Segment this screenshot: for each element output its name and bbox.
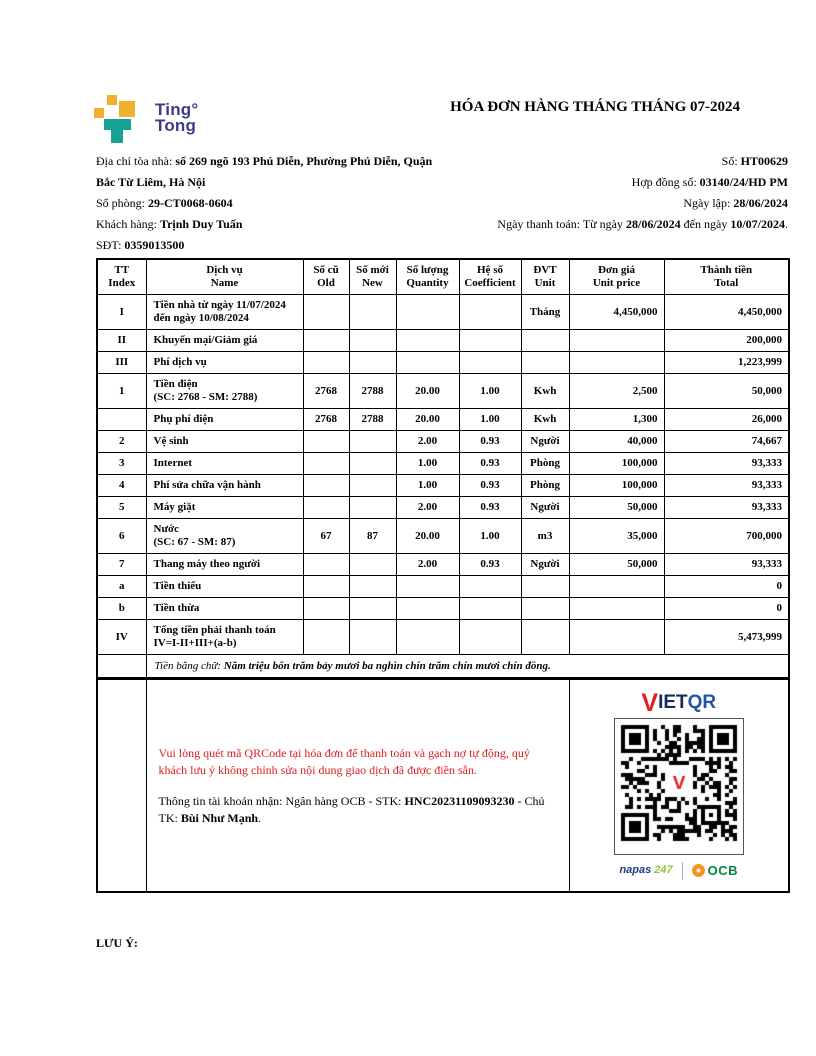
- table-cell: 4: [97, 475, 146, 497]
- table-cell: 4,450,000: [664, 295, 789, 330]
- column-header-6: ĐVT Unit: [521, 259, 569, 295]
- table-cell: 40,000: [569, 431, 664, 453]
- amount-in-words-row: [97, 655, 789, 679]
- building-address-line2: Bắc Từ Liêm, Hà Nội: [96, 175, 206, 189]
- table-cell: 100,000: [569, 453, 664, 475]
- payment-period: Ngày thanh toán: Từ ngày 28/06/2024 đến ngày 10/07/2024.: [497, 217, 788, 231]
- customer-name: Khách hàng: Trịnh Duy Tuấn: [96, 217, 243, 231]
- table-cell: [459, 352, 521, 374]
- phone-number: SĐT: 0359013500: [96, 238, 185, 252]
- table-cell: [521, 330, 569, 352]
- column-header-8: Thành tiền Total: [664, 259, 789, 295]
- table-cell: 0.93: [459, 497, 521, 519]
- table-cell: [349, 330, 396, 352]
- table-cell: [349, 475, 396, 497]
- table-cell: [349, 497, 396, 519]
- table-cell: 4,450,000: [569, 295, 664, 330]
- payment-instructions: [146, 679, 569, 893]
- table-cell: 67: [303, 519, 349, 554]
- service-name-cell: Nước (SC: 67 - SM: 87): [146, 519, 303, 554]
- table-cell: [569, 330, 664, 352]
- table-cell: 2,500: [569, 374, 664, 409]
- table-cell: [569, 620, 664, 655]
- table-cell: 1.00: [459, 409, 521, 431]
- table-cell: [97, 409, 146, 431]
- info-line-phone: [96, 235, 788, 256]
- service-name-cell: Tiền nhà từ ngày 11/07/2024 đến ngày 10/08/2024: [146, 295, 303, 330]
- column-header-5: Hệ số Coefficient: [459, 259, 521, 295]
- table-row: [97, 519, 789, 554]
- table-cell: [396, 576, 459, 598]
- table-cell: 2.00: [396, 431, 459, 453]
- table-cell: 93,333: [664, 554, 789, 576]
- table-row: [97, 352, 789, 374]
- service-name-cell: Tổng tiền phải thanh toán IV=I-II+III+(a-b): [146, 620, 303, 655]
- table-cell: 5: [97, 497, 146, 519]
- table-cell: [349, 352, 396, 374]
- logo-line2: Tong: [155, 116, 197, 135]
- table-cell: 20.00: [396, 519, 459, 554]
- table-cell: 100,000: [569, 475, 664, 497]
- table-cell: Kwh: [521, 409, 569, 431]
- table-cell: 700,000: [664, 519, 789, 554]
- building-address: Địa chỉ tòa nhà: số 269 ngõ 193 Phú Diễn, Phường Phú Diễn, Quận: [96, 154, 433, 168]
- table-cell: 93,333: [664, 453, 789, 475]
- room-number: Số phòng: 29-CT0068-0604: [96, 196, 233, 210]
- table-cell: [349, 431, 396, 453]
- table-cell: [569, 576, 664, 598]
- service-name-cell: Vệ sinh: [146, 431, 303, 453]
- invoice-table: [96, 258, 790, 893]
- table-cell: Phòng: [521, 453, 569, 475]
- table-cell: 2.00: [396, 497, 459, 519]
- table-cell: [97, 655, 146, 679]
- table-cell: [569, 352, 664, 374]
- table-cell: 26,000: [664, 409, 789, 431]
- table-cell: [396, 295, 459, 330]
- table-cell: Kwh: [521, 374, 569, 409]
- service-name-cell: Phụ phí điện: [146, 409, 303, 431]
- table-cell: Người: [521, 431, 569, 453]
- invoice-title: HÓA ĐƠN HÀNG THÁNG THÁNG 07-2024: [450, 99, 740, 115]
- table-cell: 0: [664, 576, 789, 598]
- logo-line1: Ting°: [155, 100, 199, 119]
- amount-in-words: Tiền bằng chữ: Năm triệu bốn trăm bảy mươi ba nghìn chín trăm chín mươi chín đồng.: [146, 655, 789, 679]
- service-name-cell: Phí sửa chữa vận hành: [146, 475, 303, 497]
- service-name-cell: Phí dịch vụ: [146, 352, 303, 374]
- column-header-1: Dịch vụ Name: [146, 259, 303, 295]
- table-row: [97, 453, 789, 475]
- table-cell: 93,333: [664, 497, 789, 519]
- info-line-customer: [96, 214, 788, 235]
- table-cell: 0: [664, 598, 789, 620]
- table-cell: 1.00: [459, 519, 521, 554]
- table-cell: [459, 576, 521, 598]
- table-cell: 1.00: [459, 374, 521, 409]
- table-cell: Người: [521, 554, 569, 576]
- column-header-2: Số cũ Old: [303, 259, 349, 295]
- table-cell: [303, 453, 349, 475]
- table-row: [97, 431, 789, 453]
- table-cell: [349, 453, 396, 475]
- table-cell: II: [97, 330, 146, 352]
- table-cell: [459, 295, 521, 330]
- table-cell: [521, 620, 569, 655]
- table-cell: [459, 620, 521, 655]
- logo-wordmark: [155, 102, 198, 134]
- table-cell: a: [97, 576, 146, 598]
- column-header-7: Đơn giá Unit price: [569, 259, 664, 295]
- table-cell: 1,300: [569, 409, 664, 431]
- service-name-cell: Tiền thiếu: [146, 576, 303, 598]
- table-row: [97, 576, 789, 598]
- table-cell: 1.00: [396, 475, 459, 497]
- table-cell: [521, 352, 569, 374]
- table-cell: [521, 598, 569, 620]
- table-cell: [303, 295, 349, 330]
- footer-note: LƯU Ý:: [96, 936, 138, 950]
- column-header-0: TT Index: [97, 259, 146, 295]
- table-cell: III: [97, 352, 146, 374]
- table-cell: [303, 497, 349, 519]
- info-line-address2: [96, 172, 788, 193]
- table-cell: [396, 620, 459, 655]
- table-cell: [349, 554, 396, 576]
- table-cell: Phòng: [521, 475, 569, 497]
- table-cell: b: [97, 598, 146, 620]
- table-cell: [396, 352, 459, 374]
- table-cell: 2: [97, 431, 146, 453]
- table-cell: 2788: [349, 374, 396, 409]
- table-row: [97, 554, 789, 576]
- table-cell: 5,473,999: [664, 620, 789, 655]
- table-cell: 0.93: [459, 453, 521, 475]
- table-cell: 3: [97, 453, 146, 475]
- qr-section: [569, 679, 789, 893]
- table-cell: [303, 475, 349, 497]
- info-line-address: [96, 151, 788, 172]
- table-header-row: [97, 259, 789, 295]
- table-cell: 0.93: [459, 554, 521, 576]
- service-name-cell: Thang máy theo người: [146, 554, 303, 576]
- table-cell: [303, 554, 349, 576]
- info-line-room: [96, 193, 788, 214]
- table-cell: [349, 576, 396, 598]
- service-name-cell: Internet: [146, 453, 303, 475]
- table-cell: 0.93: [459, 475, 521, 497]
- table-cell: [97, 679, 146, 893]
- table-cell: [303, 352, 349, 374]
- table-cell: 2788: [349, 409, 396, 431]
- service-name-cell: Khuyến mại/Giảm giá: [146, 330, 303, 352]
- ting-tong-logo: [94, 95, 198, 143]
- table-cell: 50,000: [664, 374, 789, 409]
- table-cell: 50,000: [569, 497, 664, 519]
- bank-logos: [619, 862, 738, 880]
- ocb-icon: [692, 864, 705, 877]
- table-cell: Người: [521, 497, 569, 519]
- table-cell: [349, 598, 396, 620]
- table-row: [97, 409, 789, 431]
- table-cell: 200,000: [664, 330, 789, 352]
- table-cell: 50,000: [569, 554, 664, 576]
- column-header-3: Số mới New: [349, 259, 396, 295]
- vietqr-logo: V IET QR: [641, 688, 717, 717]
- table-cell: [303, 330, 349, 352]
- table-row: [97, 295, 789, 330]
- table-cell: [303, 598, 349, 620]
- table-cell: 6: [97, 519, 146, 554]
- payment-row: [97, 679, 789, 893]
- table-cell: m3: [521, 519, 569, 554]
- napas-logo: napas 247: [619, 864, 673, 876]
- table-cell: IV: [97, 620, 146, 655]
- invoice-info: [96, 151, 788, 256]
- table-cell: 1,223,999: [664, 352, 789, 374]
- table-cell: [459, 330, 521, 352]
- service-name-cell: Máy giặt: [146, 497, 303, 519]
- table-row: [97, 620, 789, 655]
- table-row: [97, 598, 789, 620]
- table-cell: [569, 598, 664, 620]
- table-cell: 1.00: [396, 453, 459, 475]
- table-row: [97, 497, 789, 519]
- payment-note: Vui lòng quét mã QRCode tại hóa đơn để thanh toán và gạch nợ tự động, quý khách lưu ý không chỉnh sửa nội dung giao dịch đã được điền sẵn.: [158, 745, 530, 777]
- table-cell: 7: [97, 554, 146, 576]
- table-row: [97, 475, 789, 497]
- ting-tong-icon: [94, 95, 146, 143]
- table-cell: [396, 598, 459, 620]
- table-cell: [303, 431, 349, 453]
- table-cell: [396, 330, 459, 352]
- issue-date: Ngày lập: 28/06/2024: [683, 196, 788, 210]
- table-cell: [349, 295, 396, 330]
- qr-code: [616, 720, 742, 846]
- table-cell: [459, 598, 521, 620]
- table-cell: 0.93: [459, 431, 521, 453]
- table-row: [97, 374, 789, 409]
- table-cell: 35,000: [569, 519, 664, 554]
- service-name-cell: Tiền điện (SC: 2768 - SM: 2788): [146, 374, 303, 409]
- account-info: Thông tin tài khoản nhận: Ngân hàng OCB - STK: HNC20231109093230 - Chủ TK: Bùi Như Mạnh.: [158, 793, 545, 825]
- table-cell: Tháng: [521, 295, 569, 330]
- table-cell: 87: [349, 519, 396, 554]
- table-cell: 20.00: [396, 409, 459, 431]
- divider: [682, 862, 683, 880]
- table-row: [97, 330, 789, 352]
- table-cell: 2.00: [396, 554, 459, 576]
- contract-number: Hợp đồng số: 03140/24/HD PM: [631, 175, 788, 189]
- table-cell: [303, 576, 349, 598]
- table-cell: [303, 620, 349, 655]
- table-cell: 1: [97, 374, 146, 409]
- table-cell: 2768: [303, 409, 349, 431]
- table-cell: [349, 620, 396, 655]
- invoice-number: Số: HT00629: [721, 154, 788, 168]
- table-cell: 2768: [303, 374, 349, 409]
- table-cell: 20.00: [396, 374, 459, 409]
- table-cell: 93,333: [664, 475, 789, 497]
- table-cell: I: [97, 295, 146, 330]
- column-header-4: Số lượng Quantity: [396, 259, 459, 295]
- table-cell: [521, 576, 569, 598]
- ocb-logo: OCB: [692, 864, 738, 877]
- service-name-cell: Tiền thừa: [146, 598, 303, 620]
- table-cell: 74,667: [664, 431, 789, 453]
